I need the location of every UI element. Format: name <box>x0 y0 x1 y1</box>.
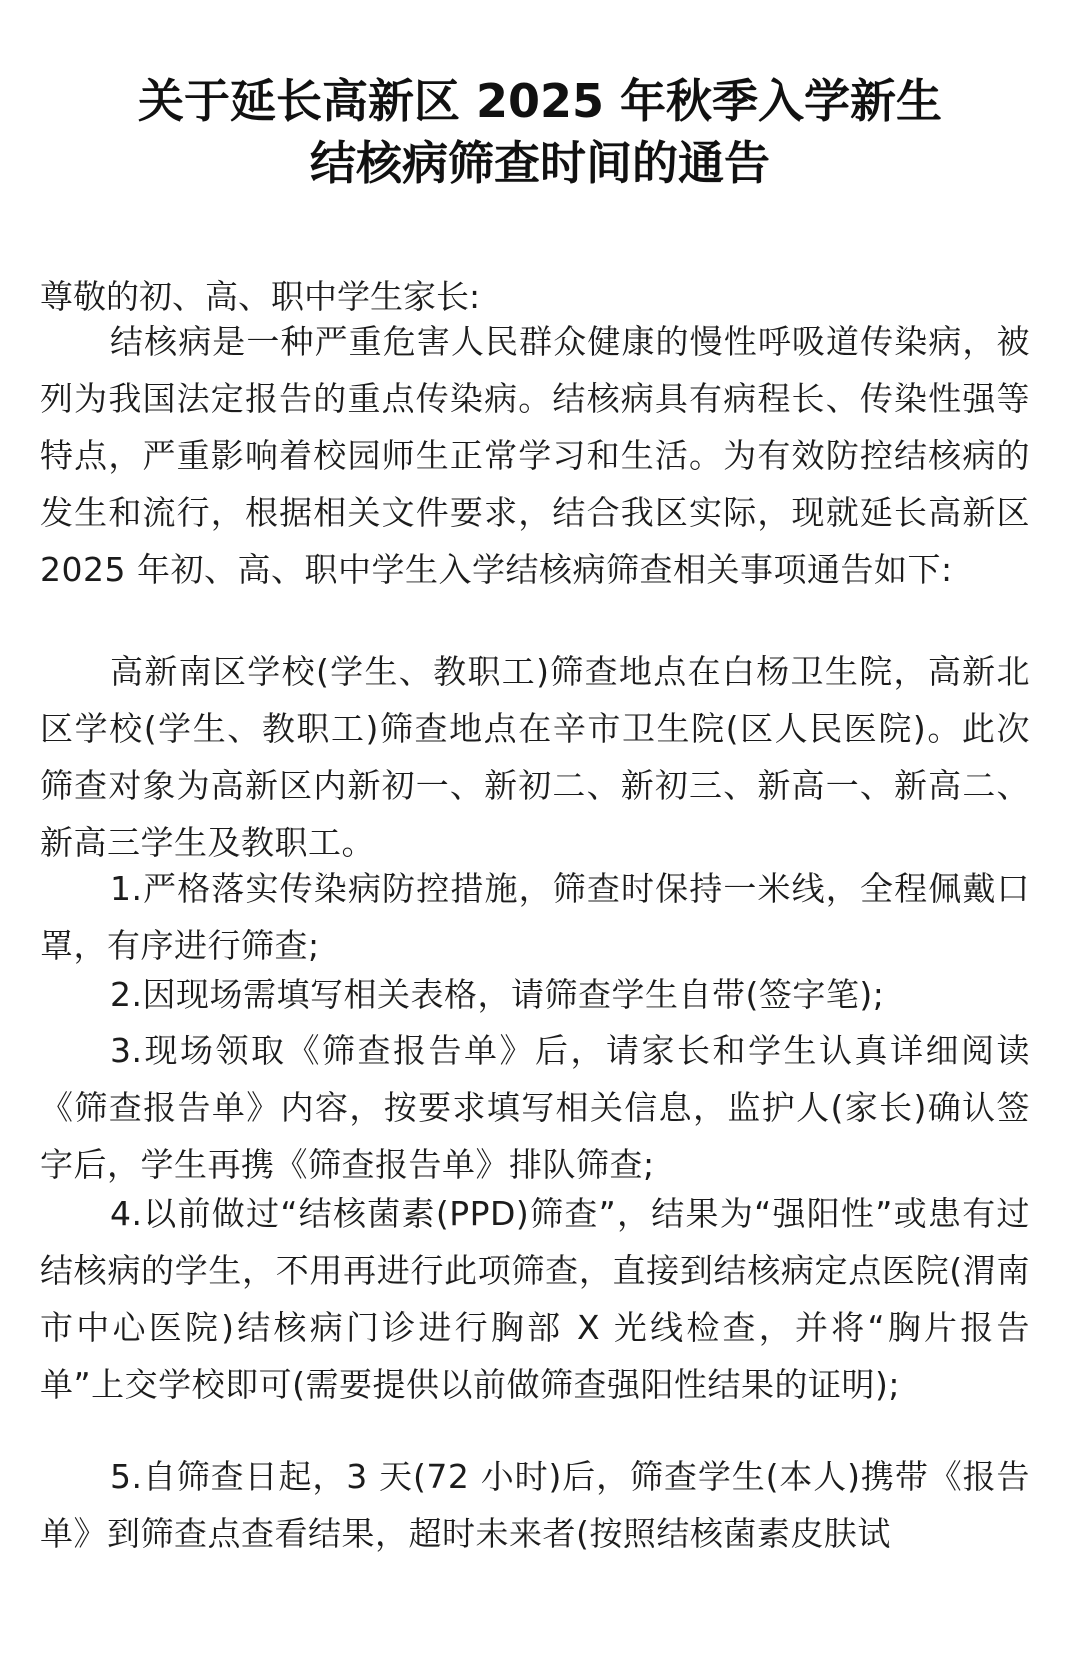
greeting: 尊敬的初、高、职中学生家长: <box>40 277 481 316</box>
paragraph-item-2: 2.因现场需填写相关表格，请筛查学生自带(签字笔); <box>110 975 885 1014</box>
paragraph-intro: 结核病是一种严重危害人民群众健康的慢性呼吸道传染病，被列为我国法定报告的重点传染病。结核病具有病程长、传染性强等特点，严重影响着校园师生正常学习和生活。为有效防控结核病的发生和流行，根据相关文件要求，结合我区实际，现就延长高新区 2025 年初、高、职中学生入学结核病筛查相关事项通告如下: <box>40 322 1030 589</box>
paragraph-item-3: 3.现场领取《筛查报告单》后，请家长和学生认真详细阅读《筛查报告单》内容，按要求填写相关信息，监护人(家长)确认签字后，学生再携《筛查报告单》排队筛查; <box>40 1031 1030 1184</box>
notice-title-line-2: 结核病筛查时间的通告 <box>310 136 770 190</box>
notice-title-line-1: 关于延长高新区 2025 年秋季入学新生 <box>137 74 943 128</box>
paragraph-locations: 高新南区学校(学生、教职工)筛查地点在白杨卫生院，高新北区学校(学生、教职工)筛查地点在辛市卫生院(区人民医院)。此次筛查对象为高新区内新初一、新初二、新初三、新高一、新高二、新高三学生及教职工。 <box>40 652 1030 862</box>
paragraph-item-1: 1.严格落实传染病防控措施，筛查时保持一米线，全程佩戴口罩，有序进行筛查; <box>40 869 1030 965</box>
paragraph-item-4: 4.以前做过“结核菌素(PPD)筛查”，结果为“强阳性”或患有过结核病的学生，不用再进行此项筛查，直接到结核病定点医院(渭南市中心医院)结核病门诊进行胸部 X 光线检查，并将“胸片报告单”上交学校即可(需要提供以前做筛查强阳性结果的证明); <box>40 1194 1030 1404</box>
paragraph-item-5: 5.自筛查日起，3 天(72 小时)后，筛查学生(本人)携带《报告单》到筛查点查看结果，超时未来者(按照结核菌素皮肤试 <box>40 1457 1030 1553</box>
